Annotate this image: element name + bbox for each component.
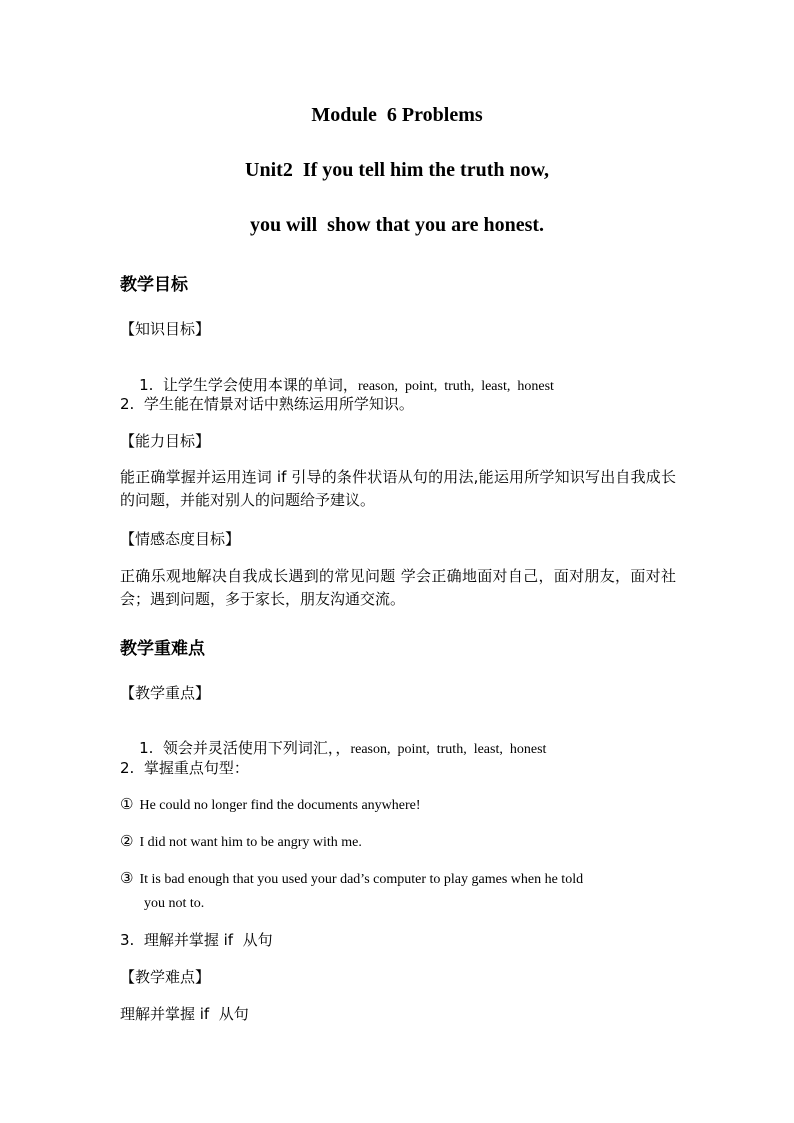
sentence-1-text: He could no longer find the documents anywhere! <box>139 798 421 813</box>
emotion-text: 正确乐观地解决自我成长遇到的常见问题 学会正确地面对自己，面对朋友，面对社会；遇到问题，多于家长，朋友沟通交流。 <box>120 567 676 608</box>
focus-item-2: 2. 掌握重点句型： <box>120 759 249 777</box>
knowledge-item-1-words: reason, point, truth, least, honest <box>357 379 554 394</box>
ability-label: 【能力目标】 <box>120 432 211 450</box>
ability-text: 能正确掌握并运用连词 if 引导的条件状语从句的用法,能运用所学知识写出自我成长的问题，并能对别人的问题给予建议。 <box>120 468 676 509</box>
focus-item-1-text: 1. 领会并灵活使用下列词汇，， <box>139 739 351 757</box>
key-points-heading: 教学重难点 <box>120 639 205 659</box>
difficulty-text: 理解并掌握 if 从句 <box>120 1005 249 1023</box>
sentence-3-text: It is bad enough that you used your dad’s computer to play games when he told <box>139 872 584 887</box>
sentence-1-number: ① <box>120 795 134 813</box>
focus-item-3: 3. 理解并掌握 if 从句 <box>120 931 273 949</box>
module-title: Module 6 Problems <box>311 104 483 126</box>
difficulty-label: 【教学难点】 <box>120 968 211 986</box>
sentence-3 <box>120 866 674 916</box>
sentence-3-continuation: you not to. <box>144 896 205 911</box>
sentence-1 <box>120 792 674 818</box>
objectives-heading: 教学目标 <box>120 275 188 295</box>
knowledge-item-2: 2. 学生能在情景对话中熟练运用所学知识。 <box>120 395 414 413</box>
sentence-2 <box>120 829 674 855</box>
emotion-label: 【情感态度目标】 <box>120 530 241 548</box>
sentence-2-text: I did not want him to be angry with me. <box>139 835 362 850</box>
knowledge-item-1-text: 1. 让学生学会使用本课的单词， <box>139 376 358 394</box>
sentence-3-number: ③ <box>120 869 134 887</box>
unit-title-line1: Unit2 If you tell him the truth now, <box>245 159 549 181</box>
knowledge-label: 【知识目标】 <box>120 320 211 338</box>
unit-title-line2: you will show that you are honest. <box>249 214 545 236</box>
focus-label: 【教学重点】 <box>120 684 211 702</box>
sentence-2-number: ② <box>120 832 134 850</box>
focus-item-1-words: reason, point, truth, least, honest <box>350 742 547 757</box>
